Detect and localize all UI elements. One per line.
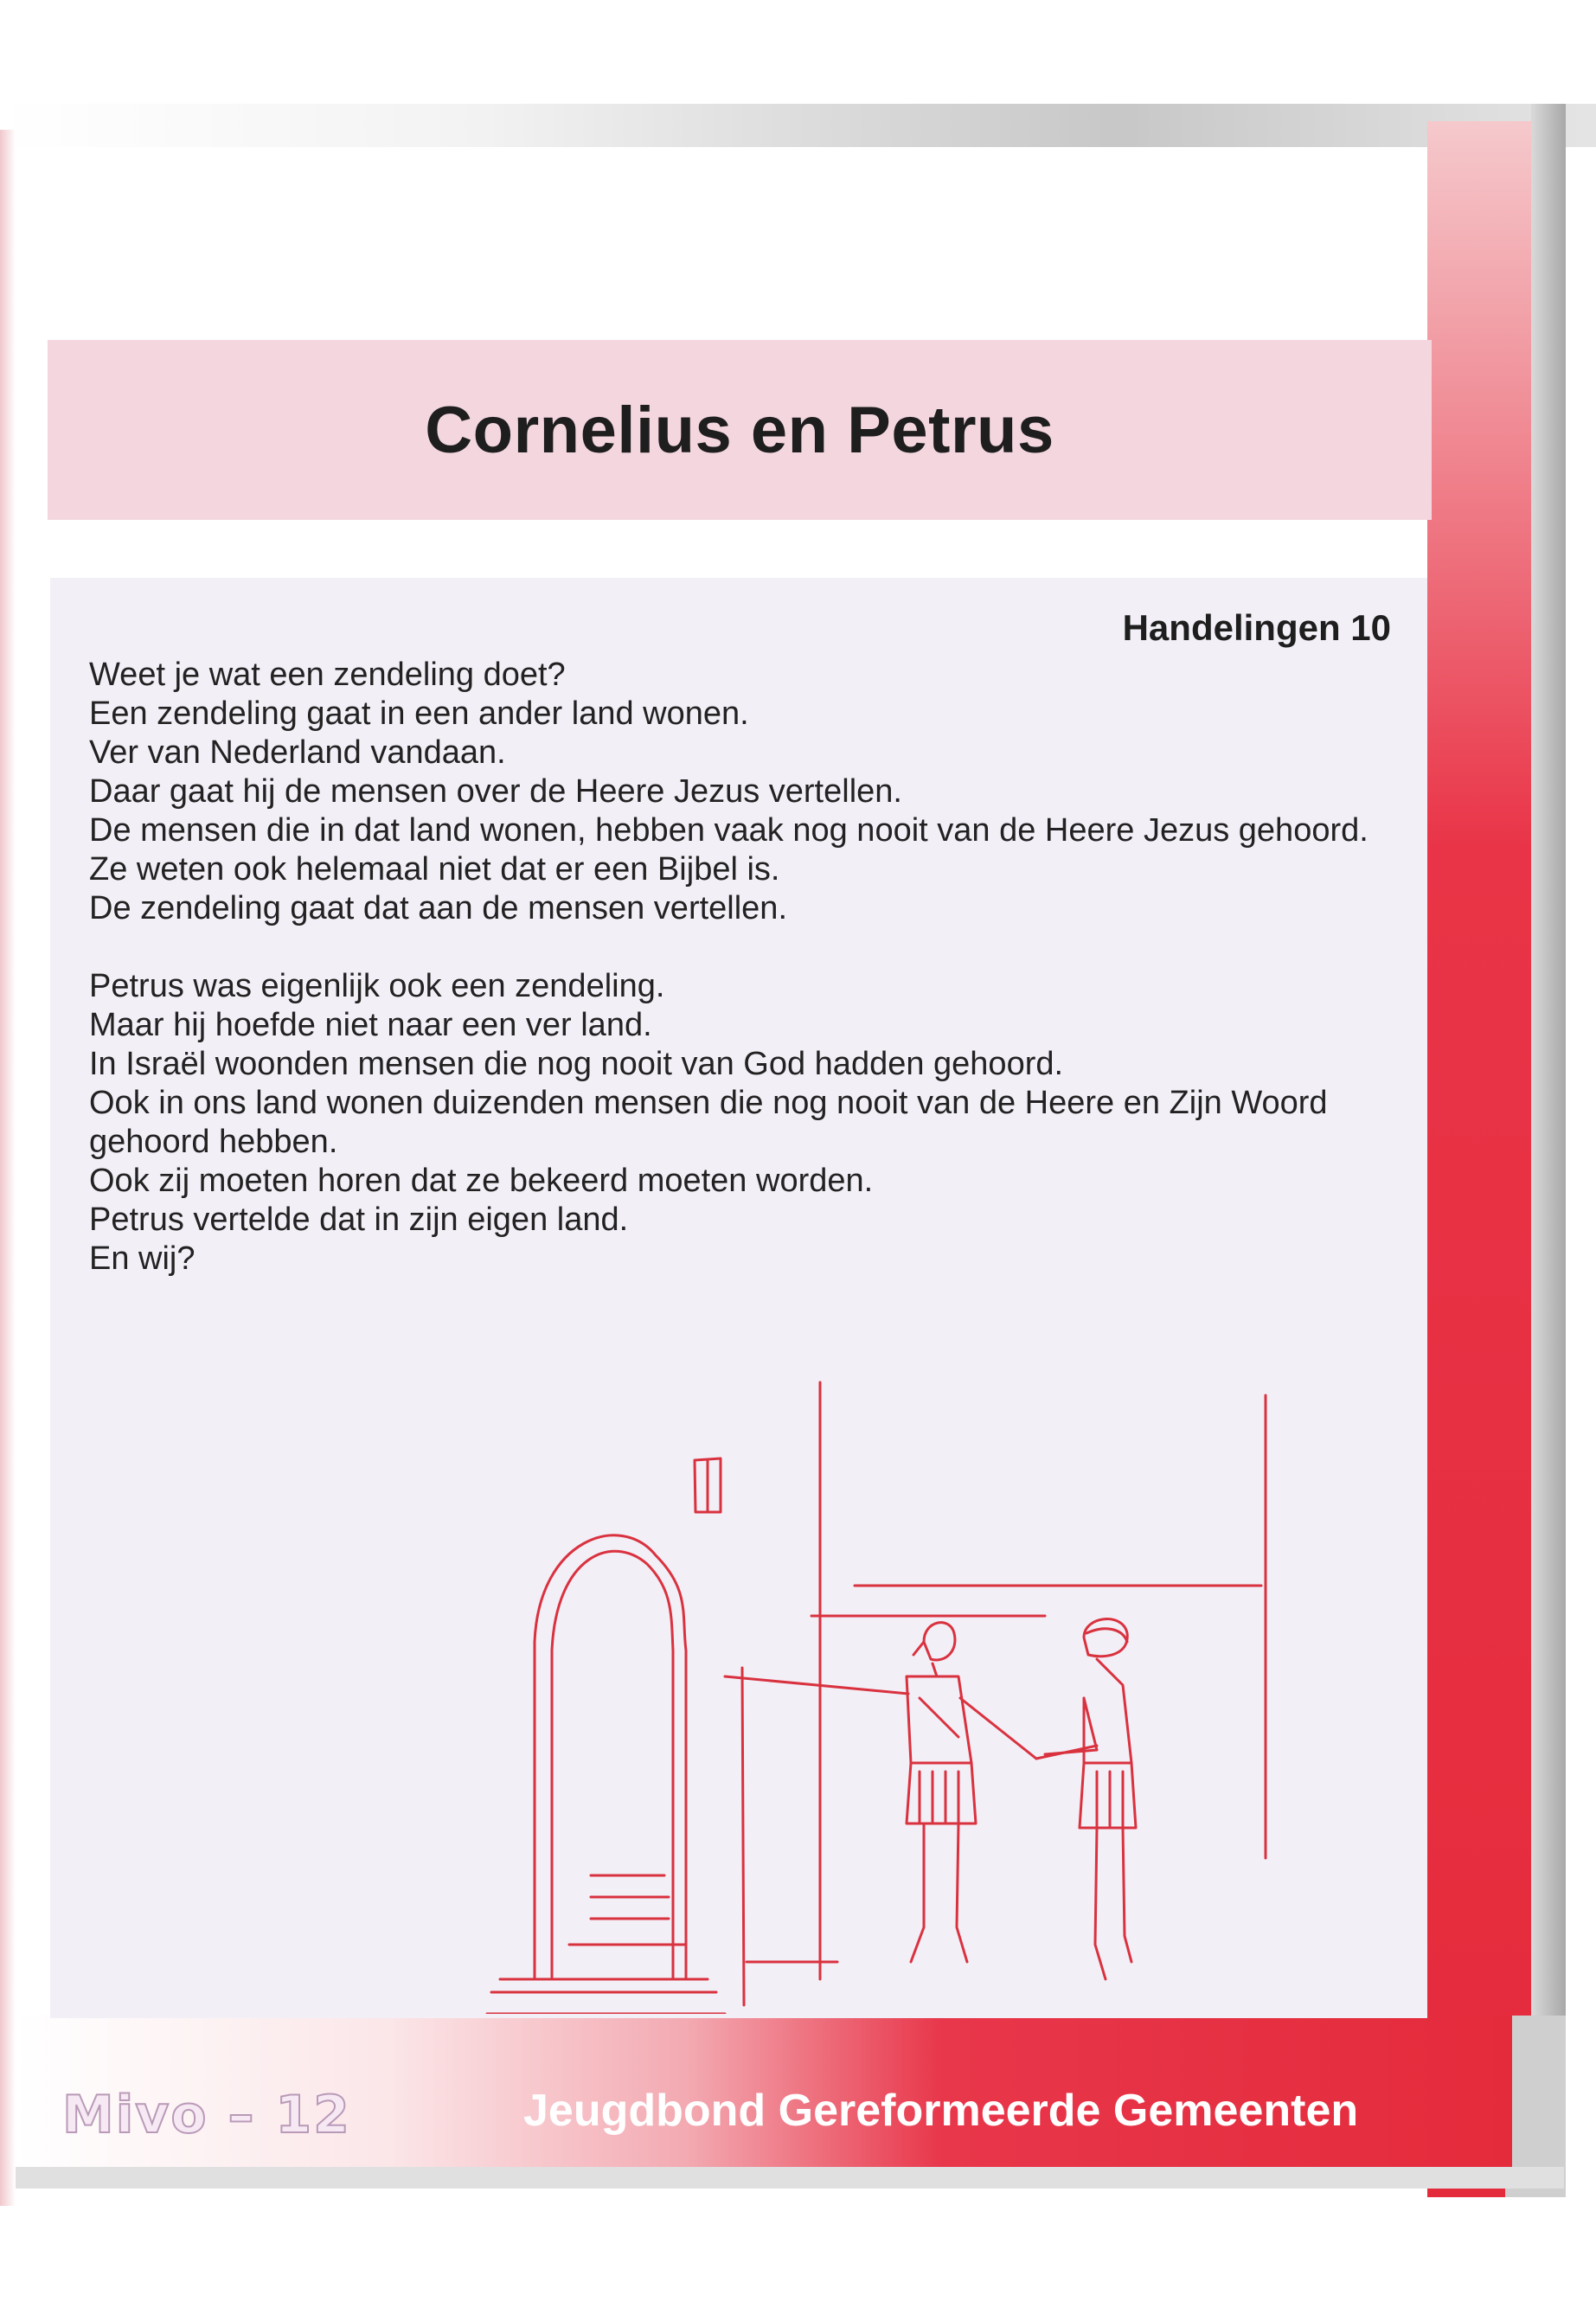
paragraph-gap (89, 928, 1387, 967)
footer-publisher: Jeugdbond Gereformeerde Gemeenten (523, 2086, 1359, 2136)
text-line: Weet je wat een zendeling doet? (89, 657, 566, 693)
bible-reference: Handelingen 10 (1122, 607, 1391, 648)
text-line: De zendeling gaat dat aan de mensen vertellen. (89, 890, 787, 926)
petrus-figure (725, 1623, 1097, 1962)
text-line: De mensen die in dat land wonen, hebben vaak nog nooit van de Heere Jezus gehoord. (89, 812, 1368, 849)
page-edge-left (0, 130, 16, 2206)
text-line: In Israël woonden mensen die nog nooit van God hadden gehoord. (89, 1046, 1064, 1082)
text-line: En wij? (89, 1240, 195, 1277)
title-bar (48, 340, 1432, 520)
text-line: Ook in ons land wonen duizenden mensen die nog nooit van de Heere en Zijn Woord gehoord hebben. (89, 1085, 1328, 1160)
page-edge-right (1531, 104, 1566, 2197)
page-edge-bottom (16, 2167, 1564, 2189)
text-line: Ook zij moeten horen dat ze bekeerd moeten worden. (89, 1163, 874, 1199)
content-panel (50, 578, 1427, 2018)
text-line: Petrus vertelde dat in zijn eigen land. (89, 1202, 629, 1238)
text-line: Petrus was eigenlijk ook een zendeling. (89, 968, 665, 1004)
text-line: Een zendeling gaat in een ander land wonen. (89, 695, 749, 732)
petrus-cornelius-illustration (439, 1356, 1391, 2014)
text-line: Ver van Nederland vandaan. (89, 734, 506, 771)
footer-series-label: Mivo – 12 (62, 2085, 351, 2145)
text-line: Daar gaat hij de mensen over de Heere Jezus vertellen. (89, 773, 902, 810)
red-side-band (1427, 121, 1531, 2197)
building-drawing (487, 1382, 1266, 2014)
text-line: Ze weten ook helemaal niet dat er een Bijbel is. (89, 851, 780, 888)
scan-edge-top (0, 104, 1596, 147)
story-text (89, 656, 1387, 1279)
page-title: Cornelius en Petrus (425, 393, 1054, 467)
text-line: Maar hij hoefde niet naar een ver land. (89, 1007, 652, 1043)
cornelius-figure (1045, 1619, 1136, 1979)
